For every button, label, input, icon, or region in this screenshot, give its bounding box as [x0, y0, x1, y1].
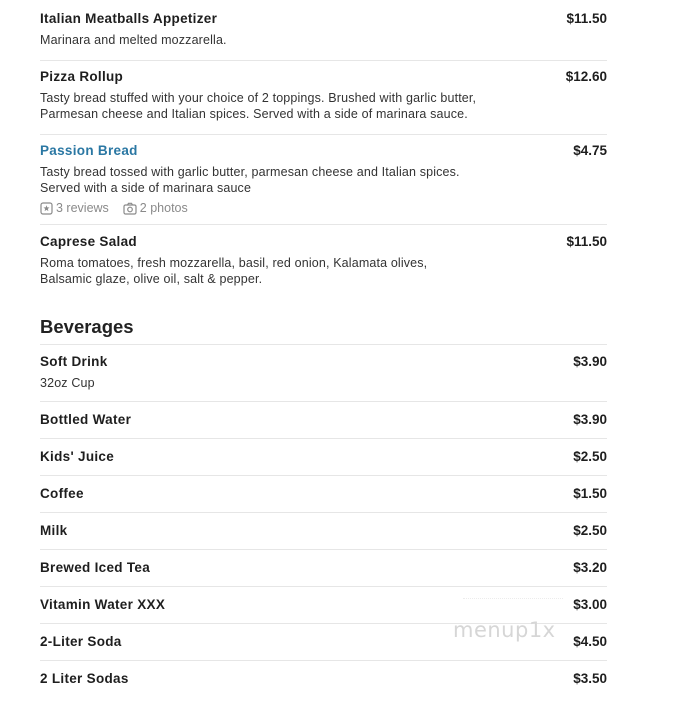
- item-description-line: Tasty bread stuffed with your choice of 2 toppings. Brushed with garlic butter,: [40, 91, 477, 105]
- item-description-line: Balsamic glaze, olive oil, salt & pepper.: [40, 272, 263, 286]
- item-price: $2.50: [573, 523, 607, 538]
- item-name: Kids' Juice: [40, 449, 115, 464]
- item-price: $3.20: [573, 560, 607, 575]
- item-name-link[interactable]: Passion Bread: [40, 143, 138, 158]
- item-price: $3.90: [573, 412, 607, 427]
- review-icon: [40, 202, 53, 215]
- item-price: $1.50: [573, 486, 607, 501]
- item-name: Coffee: [40, 486, 84, 501]
- menu-item-pizza-rollup: [40, 61, 607, 135]
- menu-item-caprese-salad: [40, 225, 607, 297]
- menu-item-kids-juice: [40, 439, 607, 476]
- item-price: $3.90: [573, 354, 607, 369]
- item-description-line: Roma tomatoes, fresh mozzarella, basil, red onion, Kalamata olives,: [40, 256, 428, 270]
- watermark-decoration: [463, 598, 563, 607]
- item-price: $11.50: [566, 234, 607, 249]
- item-name: Caprese Salad: [40, 234, 137, 249]
- menu-item-coffee: [40, 476, 607, 513]
- menu-item-passion-bread[interactable]: [40, 135, 607, 225]
- reviews-link[interactable]: [40, 201, 109, 215]
- item-description: [40, 164, 607, 196]
- item-price: $4.75: [573, 143, 607, 158]
- watermark-logo: menup1x: [453, 618, 556, 642]
- menu-item-bottled-water: [40, 402, 607, 439]
- menu-item-italian-meatballs: [40, 0, 607, 61]
- item-description-line: Parmesan cheese and Italian spices. Served with a side of marinara sauce.: [40, 107, 468, 121]
- item-description: [40, 255, 607, 287]
- camera-icon: [123, 202, 137, 215]
- item-name: 2-Liter Soda: [40, 634, 122, 649]
- item-description: Marinara and melted mozzarella.: [40, 33, 227, 47]
- item-name: Italian Meatballs Appetizer: [40, 11, 218, 26]
- item-name: Bottled Water: [40, 412, 132, 427]
- item-meta: [40, 201, 607, 215]
- item-price: $11.50: [566, 11, 607, 26]
- item-price: $12.60: [565, 69, 607, 84]
- menu-item-soft-drink: [40, 345, 607, 402]
- menu-item-brewed-iced-tea: [40, 550, 607, 587]
- reviews-count: 3 reviews: [56, 201, 109, 215]
- item-name: Pizza Rollup: [40, 69, 124, 84]
- item-price: $4.50: [573, 634, 607, 649]
- item-price: $2.50: [573, 449, 607, 464]
- item-name: Vitamin Water XXX: [40, 597, 166, 612]
- item-description-line: Served with a side of marinara sauce: [40, 181, 252, 195]
- photos-count: 2 photos: [139, 201, 188, 215]
- item-name: Brewed Iced Tea: [40, 560, 151, 575]
- item-name: 2 Liter Sodas: [40, 671, 129, 686]
- menu-item-2-liter-sodas: [40, 661, 607, 698]
- item-description: [40, 90, 607, 122]
- item-description-line: Tasty bread tossed with garlic butter, parmesan cheese and Italian spices.: [40, 165, 460, 179]
- photos-link[interactable]: [123, 201, 188, 215]
- item-price: $3.00: [573, 597, 607, 612]
- item-description: 32oz Cup: [40, 376, 95, 390]
- item-name: Soft Drink: [40, 354, 108, 369]
- section-title-beverages: Beverages: [40, 316, 134, 337]
- item-name: Milk: [40, 523, 68, 538]
- item-price: $3.50: [573, 671, 607, 686]
- menu-item-milk: [40, 513, 607, 550]
